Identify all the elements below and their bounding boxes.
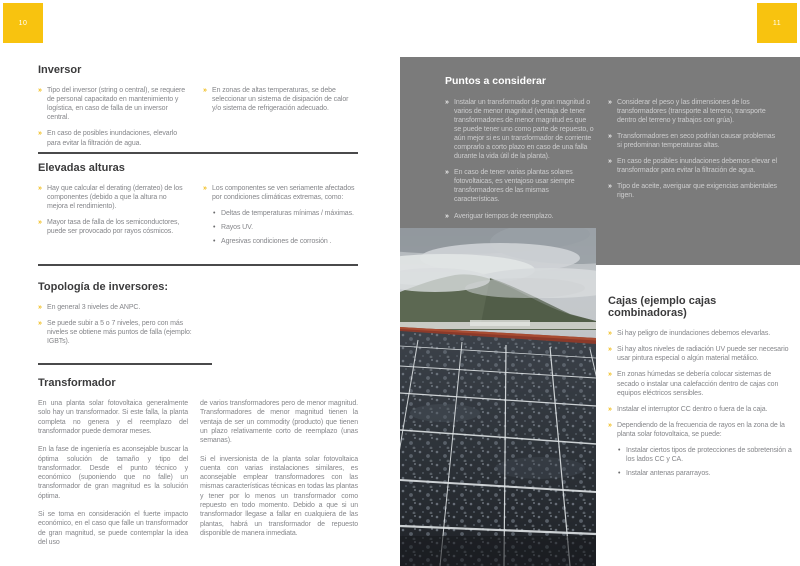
list-item-text: Se puede subir a 5 o 7 niveles, pero con más niveles se obtiene más puntos de falla (ejemplo: IGBTs). [47,320,192,346]
list-item [38,129,188,147]
heading-transformador: Transformador [38,377,116,389]
list-item [608,345,792,363]
list-item-text: En zonas de altas temperaturas, se debe seleccionar un sistema de disipación de calor y/o sistema de refrigeración adecuado. [212,87,349,113]
transformador-column-2 [200,399,358,556]
list-item [608,421,792,439]
list-item-text: Si hay altos niveles de radiación UV puede ser necesario usar pintura especial o algún material metálico. [617,346,789,363]
list-item [38,184,188,211]
list-item [608,405,792,414]
heading-topologia: Topología de inversores: [38,281,168,293]
inversor-column-1 [38,86,188,155]
page-number-right: 11 [772,19,782,27]
list-item [608,329,792,338]
heading-cajas: Cajas (ejemplo cajas combinadoras) [608,295,717,320]
page-number-right-badge [757,3,797,43]
sub-list-item [618,446,792,464]
paragraph: En la fase de ingeniería es aconsejable buscar la óptima solución de tamaño y tipo del transformador. Desde el punto técnico y económico (suponiendo que no falle) un transformador de gran magnitud es la solución óptima. [38,446,188,500]
list-item [608,157,780,175]
list-item-text: En zonas húmedas se debería colocar sistemas de secado o instalar una calefacción dentro de cajas con equipos eléctricos sensibles. [617,371,779,397]
chevron-bullet-icon: » [608,98,612,106]
dot-bullet-icon: • [213,238,216,246]
heading-puntos: Puntos a considerar [445,75,546,87]
paragraph: Si el inversionista de la planta solar fotovoltaica cuenta con varias instalaciones similares, es aconsejable emplear transformadores con las mismas características técnicas en todas las plantas y tener por lo menos un transformador como repuesto en todo momento. Debido a que si un transformador llegase a fallar en cualquiera de las plantas, habrá un transformador de repuesto disponible de manera inmediata. [200,455,358,537]
chevron-bullet-icon: » [38,130,42,138]
heading-inversor: Inversor [38,64,82,76]
section-transformador [38,377,358,556]
chevron-bullet-icon: » [38,87,42,95]
chevron-bullet-icon: » [608,346,612,354]
transformador-column-1 [38,399,188,556]
list-item [445,212,595,221]
section-topologia [38,281,198,353]
divider [38,264,358,266]
chevron-bullet-icon: » [445,98,449,106]
list-item-text: Averiguar tiempos de reemplazo. [454,212,554,220]
page-number-left: 10 [18,19,28,27]
list-item [608,182,780,200]
sub-list-item [213,209,358,218]
sub-list-item-text: Instalar antenas pararrayos. [626,470,711,478]
list-item-text: Tipo del inversor (string o central), se requiere de personal capacitado en mantenimiento y logística, en caso de falla de un inversor central. [47,87,186,122]
list-item-text: Instalar el interruptor CC dentro o fuera de la caja. [617,405,768,413]
chevron-bullet-icon: » [445,212,449,220]
list-item-text: Tipo de aceite, averiguar que exigencias ambientales rigen. [617,183,777,200]
list-item-text: En caso de tener varias plantas solares fotovoltaicas, es ventajoso usar siempre transformadores de las mismas características. [454,169,575,204]
alturas-column-1 [38,184,188,251]
list-item-text: En caso de posibles inundaciones, elevarlo para evitar la filtración de agua. [47,130,178,147]
chevron-bullet-icon: » [445,169,449,177]
list-item [38,86,188,122]
chevron-bullet-icon: » [38,320,42,328]
list-item-text: Considerar el peso y las dimensiones de los transformadores (transporte al terreno, transporte dentro del terreno y trabajos con grúa). [617,98,766,124]
chevron-bullet-icon: » [38,219,42,227]
sub-list-item [213,237,358,246]
list-item [608,370,792,397]
dot-bullet-icon: • [618,470,621,478]
list-item-text: Los componentes se ven seriamente afectados por condiciones climáticas extremas, como: [212,185,355,202]
solar-panels-rain-photo [400,228,596,566]
dot-bullet-icon: • [213,224,216,232]
chevron-bullet-icon: » [203,87,207,95]
paragraph: Si se toma en consideración el fuerte impacto económico, en el caso que falle un transformador de gran magnitud, se puede contemplar la idea del uso [38,511,188,546]
paragraph: de varios transformadores pero de menor magnitud. Transformadores de menor magnitud tienen la ventaja de ser un commodity (producto) que tienen un plazo relativamente corto de reemplazo (unas semanas). [200,400,358,445]
chevron-bullet-icon: » [608,158,612,166]
list-item [203,184,358,202]
section-cajas [608,295,792,483]
list-item [38,303,198,312]
sub-list-item-text: Instalar ciertos tipos de protecciones de sobretensión a los lados CC y CA. [626,447,792,464]
sub-list-item [618,469,792,478]
chevron-bullet-icon: » [608,183,612,191]
sub-list-item-text: Agresivas condiciones de corrosión . [221,238,332,246]
list-item-text: Mayor tasa de falla de los semiconductores, puede ser provocado por rayos cósmicos. [47,219,180,236]
dot-bullet-icon: • [618,447,621,455]
chevron-bullet-icon: » [608,132,612,140]
chevron-bullet-icon: » [38,185,42,193]
chevron-bullet-icon: » [608,330,612,338]
list-item-text: Instalar un transformador de gran magnitud o varios de menor magnitud (ventaja de tener transformadores de menor magnitud es que se puede tener uno como parte de repuesto, o aún mejor si es un transformador de corriente comprarlo a corto plazo en caso de una falla durante la vida útil de la planta). [454,98,594,161]
list-item [38,319,198,346]
divider [38,363,212,365]
dot-bullet-icon: • [213,210,216,218]
list-item [445,168,595,204]
puntos-column-1 [445,98,595,228]
section-puntos-a-considerar [445,76,785,228]
list-item [445,98,595,162]
list-item [608,98,780,125]
chevron-bullet-icon: » [608,371,612,379]
chevron-bullet-icon: » [608,421,612,429]
paragraph: En una planta solar fotovoltaica generalmente solo hay un transformador. Si este falla, la planta completa no genera y el reemplazo del transformador puede demorar meses. [38,400,188,435]
section-inversor [38,64,358,155]
list-item [608,132,780,150]
chevron-bullet-icon: » [608,405,612,413]
page-number-left-badge [3,3,43,43]
list-item [203,86,358,113]
divider [38,152,358,154]
list-item-text: Transformadores en seco podrían causar problemas si predominan temperaturas altas. [617,132,775,149]
list-item-text: En general 3 niveles de ANPC. [47,304,141,312]
section-elevadas-alturas [38,162,358,252]
sub-list-item-text: Rayos UV. [221,224,253,232]
list-item-text: En caso de posibles inundaciones debemos elevar el transformador para evitar la filtración de agua. [617,158,777,175]
list-item [38,218,188,236]
list-item-text: Dependiendo de la frecuencia de rayos en la zona de la planta solar fotovoltaica, se puede: [617,421,785,438]
puntos-column-2 [608,98,780,228]
chevron-bullet-icon: » [38,304,42,312]
inversor-column-2 [203,86,358,155]
sub-list-item [213,223,358,232]
list-item-text: Hay que calcular el derating (derrateo) de los componentes (debido a que la altura no mejora el rendimiento). [47,185,183,211]
sub-list-item-text: Deltas de temperaturas mínimas / máximas. [221,210,354,218]
list-item-text: Si hay peligro de inundaciones debemos elevarlas. [617,330,771,338]
alturas-column-2 [203,184,358,251]
chevron-bullet-icon: » [203,185,207,193]
heading-elevadas-alturas: Elevadas alturas [38,162,125,174]
